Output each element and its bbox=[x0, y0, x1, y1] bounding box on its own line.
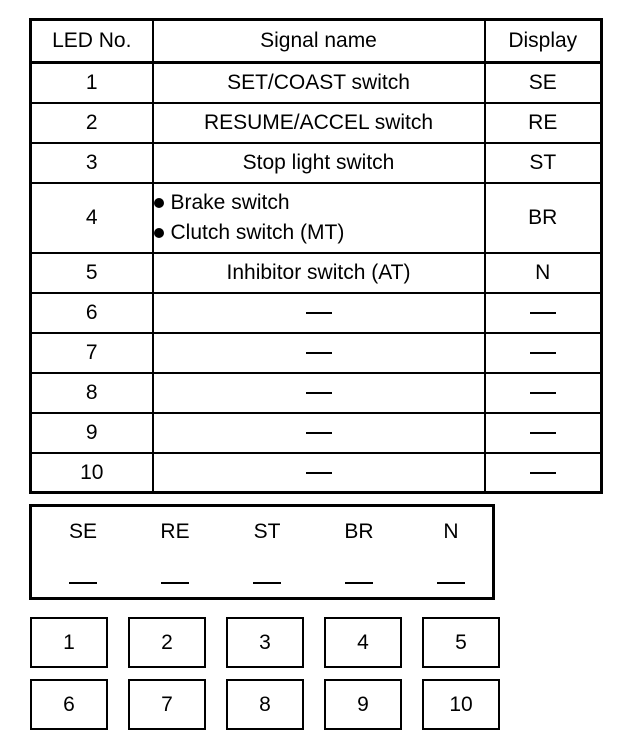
empty-dash bbox=[306, 472, 332, 474]
table-row bbox=[31, 333, 602, 373]
display-code bbox=[485, 333, 602, 373]
led-box-9: 9 bbox=[324, 679, 402, 730]
table-row bbox=[31, 453, 602, 493]
signal-name-list bbox=[153, 183, 485, 253]
display-label-n: N bbox=[443, 520, 459, 543]
led-box-2: 2 bbox=[128, 617, 206, 668]
table-row bbox=[31, 373, 602, 413]
display-code: N bbox=[485, 253, 602, 293]
display-panel bbox=[29, 504, 495, 600]
led-number: 3 bbox=[31, 143, 153, 183]
empty-dash bbox=[306, 312, 332, 314]
led-number: 5 bbox=[31, 253, 153, 293]
led-number: 9 bbox=[31, 413, 153, 453]
led-number: 1 bbox=[31, 63, 153, 103]
display-segment-re bbox=[161, 582, 189, 584]
header-led-no: LED No. bbox=[31, 20, 153, 63]
signal-name bbox=[153, 293, 485, 333]
display-segment-st bbox=[253, 582, 281, 584]
led-number: 7 bbox=[31, 333, 153, 373]
signal-name: Stop light switch bbox=[153, 143, 485, 183]
table-header-row bbox=[31, 20, 602, 63]
led-number: 8 bbox=[31, 373, 153, 413]
led-number: 10 bbox=[31, 453, 153, 493]
empty-dash bbox=[530, 392, 556, 394]
signal-name bbox=[153, 413, 485, 453]
signal-name: SET/COAST switch bbox=[153, 63, 485, 103]
table-row bbox=[31, 413, 602, 453]
display-code: BR bbox=[485, 183, 602, 253]
table-row bbox=[31, 103, 602, 143]
table-row bbox=[31, 293, 602, 333]
display-label-br: BR bbox=[344, 520, 374, 543]
signal-name bbox=[153, 333, 485, 373]
bullet-icon bbox=[154, 198, 164, 208]
led-number: 2 bbox=[31, 103, 153, 143]
led-box-7: 7 bbox=[128, 679, 206, 730]
empty-dash bbox=[530, 312, 556, 314]
led-box-10: 10 bbox=[422, 679, 500, 730]
display-segment-br bbox=[345, 582, 373, 584]
led-box-5: 5 bbox=[422, 617, 500, 668]
display-segment-se bbox=[69, 582, 97, 584]
empty-dash bbox=[530, 472, 556, 474]
empty-dash bbox=[530, 352, 556, 354]
signal-list-item bbox=[154, 188, 484, 218]
display-code bbox=[485, 373, 602, 413]
display-code bbox=[485, 293, 602, 333]
empty-dash bbox=[530, 432, 556, 434]
table-row bbox=[31, 253, 602, 293]
display-segment-n bbox=[437, 582, 465, 584]
led-signal-table bbox=[29, 18, 603, 494]
signal-name bbox=[153, 373, 485, 413]
bullet-icon bbox=[154, 228, 164, 238]
display-label-se: SE bbox=[68, 520, 97, 543]
signal-name: RESUME/ACCEL switch bbox=[153, 103, 485, 143]
led-box-6: 6 bbox=[30, 679, 108, 730]
led-number: 4 bbox=[31, 183, 153, 253]
display-label-st: ST bbox=[253, 520, 281, 543]
empty-dash bbox=[306, 392, 332, 394]
table-row bbox=[31, 143, 602, 183]
display-code bbox=[485, 413, 602, 453]
signal-name: Inhibitor switch (AT) bbox=[153, 253, 485, 293]
led-box-1: 1 bbox=[30, 617, 108, 668]
header-display: Display bbox=[485, 20, 602, 63]
display-code: ST bbox=[485, 143, 602, 183]
display-code: SE bbox=[485, 63, 602, 103]
display-label-re: RE bbox=[160, 520, 190, 543]
signal-name bbox=[153, 453, 485, 493]
table-row bbox=[31, 183, 602, 253]
signal-list-item bbox=[154, 218, 484, 248]
header-signal-name: Signal name bbox=[153, 20, 485, 63]
empty-dash bbox=[306, 352, 332, 354]
signal-item-label: Clutch switch (MT) bbox=[170, 220, 345, 244]
display-code bbox=[485, 453, 602, 493]
led-number: 6 bbox=[31, 293, 153, 333]
led-box-8: 8 bbox=[226, 679, 304, 730]
table-row bbox=[31, 63, 602, 103]
led-box-3: 3 bbox=[226, 617, 304, 668]
led-box-4: 4 bbox=[324, 617, 402, 668]
empty-dash bbox=[306, 432, 332, 434]
signal-item-label: Brake switch bbox=[170, 190, 290, 214]
display-code: RE bbox=[485, 103, 602, 143]
